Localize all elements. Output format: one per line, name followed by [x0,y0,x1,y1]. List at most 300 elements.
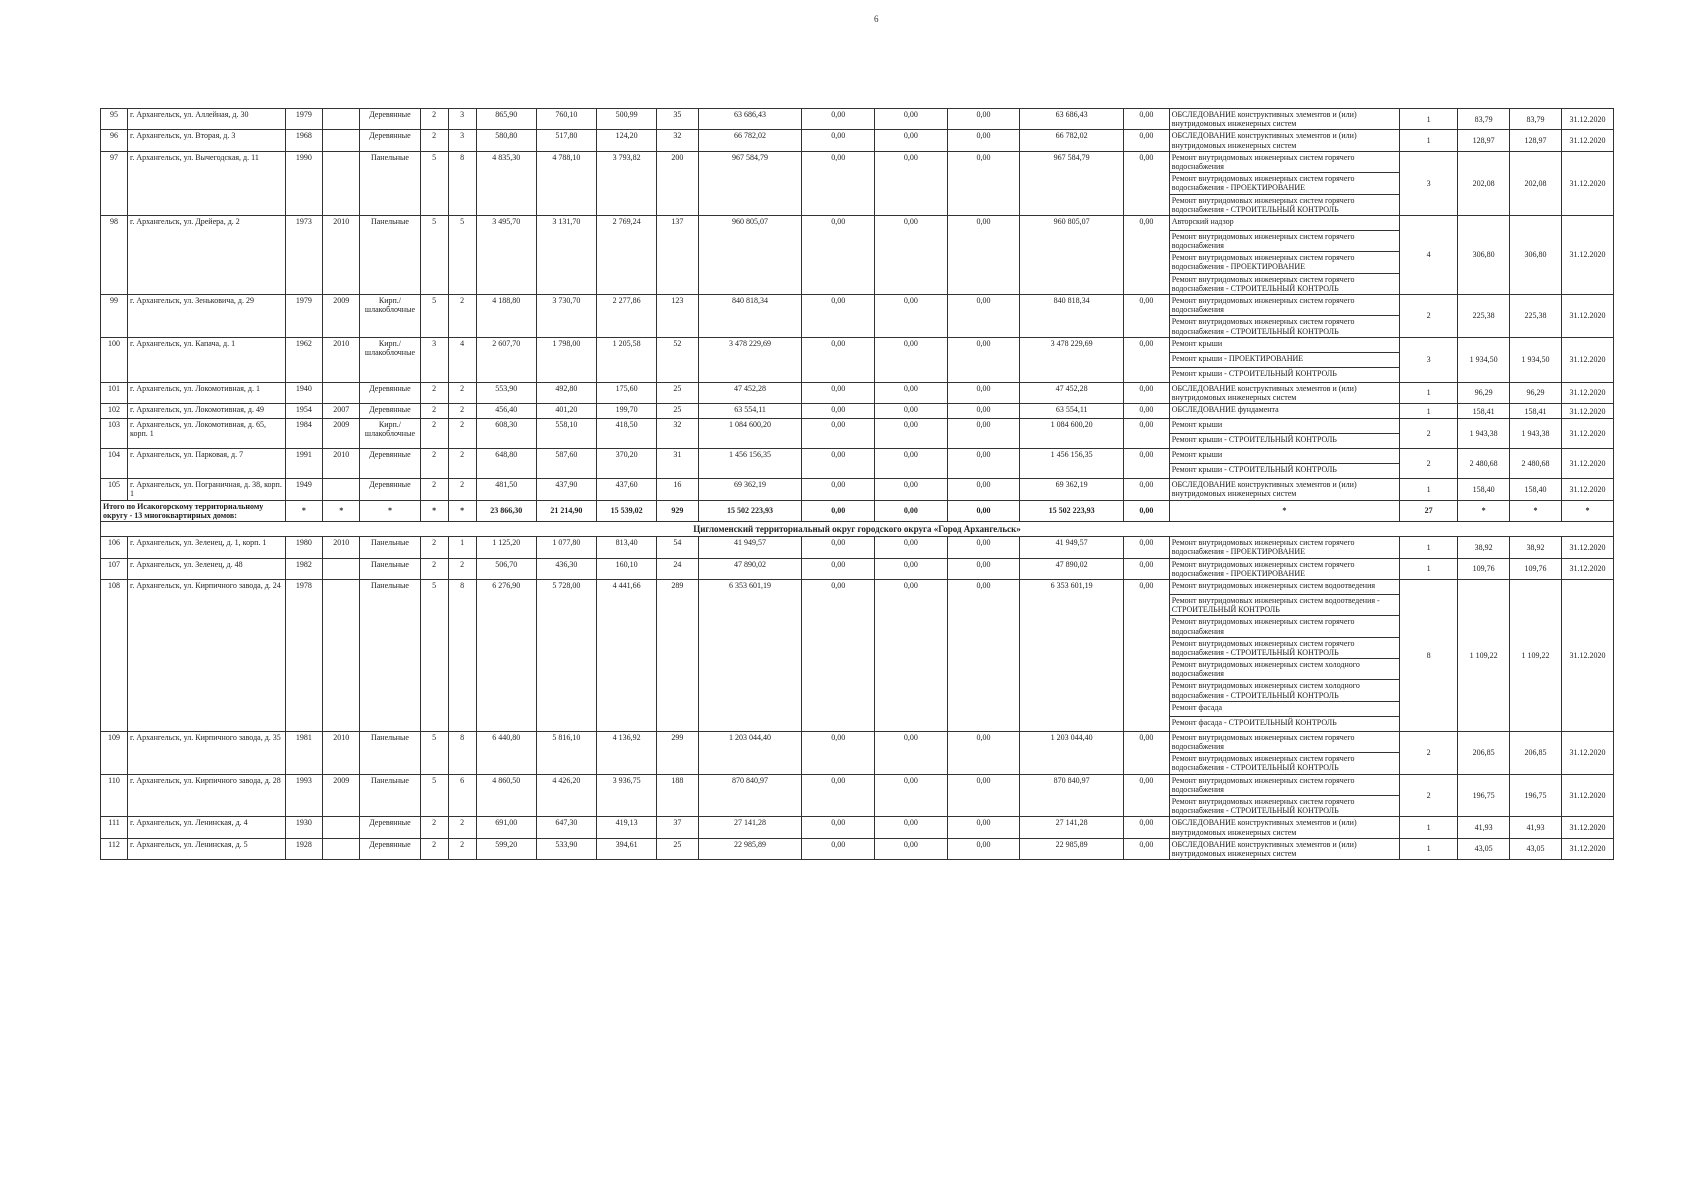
cell-works [1169,404,1399,419]
cell-c3: 0,00 [947,130,1020,151]
total-cost: 15 502 223,93 [698,500,802,521]
cell-area-res: 4 426,20 [536,774,596,817]
cell-wall: Панельные [360,537,420,558]
cell-qty: 2 [1400,419,1458,449]
cell-c3: 0,00 [947,419,1020,449]
cell-date: 31.12.2020 [1561,337,1613,382]
cell-unit2: 196,75 [1510,774,1562,817]
cell-address: г. Архангельск, ул. Ленинская, д. 4 [127,817,285,838]
cell-cost: 41 949,57 [698,537,802,558]
cell-floors: 2 [420,479,448,500]
section-title: Цигломенский территориальный округ городского округа «Город Архангельск» [101,521,1614,536]
cell-c3: 0,00 [947,774,1020,817]
cell-area-owned: 3 936,75 [596,774,656,817]
cell-floors: 2 [420,558,448,579]
cell-c3: 0,00 [947,382,1020,403]
cell-address: г. Архангельск, ул. Капача, д. 1 [127,337,285,382]
cell-area-owned: 419,13 [596,817,656,838]
total-qty: 27 [1400,500,1458,521]
cell-residents: 25 [657,404,699,419]
total-star: * [1510,500,1562,521]
cell-c2: 0,00 [875,731,948,774]
cell-num: 112 [101,838,128,859]
cell-floors: 2 [420,817,448,838]
cell-address: г. Архангельск, ул. Локомотивная, д. 49 [127,404,285,419]
cell-entrances: 2 [448,295,476,338]
cell-floors: 5 [420,151,448,215]
cell-area-owned: 394,61 [596,838,656,859]
cell-area-res: 558,10 [536,419,596,449]
cell-c2: 0,00 [875,537,948,558]
cell-c2: 0,00 [875,215,948,294]
cell-address: г. Архангельск, ул. Зеньковича, д. 29 [127,295,285,338]
cell-address: г. Архангельск, ул. Вычегодская, д. 11 [127,151,285,215]
cell-area-owned: 4 441,66 [596,579,656,731]
cell-num: 96 [101,130,128,151]
cell-num: 103 [101,419,128,449]
cell-c4: 41 949,57 [1020,537,1124,558]
work-item: Ремонт крыши - СТРОИТЕЛЬНЫЙ КОНТРОЛЬ [1171,465,1337,475]
cell-c1: 0,00 [802,449,875,479]
cell-address: г. Архангельск, ул. Аллейная, д. 30 [127,109,285,130]
cell-wall: Кирп./ шлакоблочные [360,337,420,382]
cell-c5: 0,00 [1124,295,1170,338]
cell-num: 105 [101,479,128,500]
cell-unit1: 1 934,50 [1458,337,1510,382]
cell-unit2: 158,40 [1510,479,1562,500]
cell-works [1169,109,1399,130]
cell-c5: 0,00 [1124,404,1170,419]
cell-qty: 2 [1400,731,1458,774]
cell-works [1169,419,1399,449]
total-area-total: 23 866,30 [476,500,536,521]
total-star: * [1458,500,1510,521]
work-item: Авторский надзор [1170,216,1399,231]
work-item: Ремонт внутридомовых инженерных систем горячего водоснабжения - СТРОИТЕЛЬНЫЙ КОНТРОЛЬ [1171,195,1355,214]
cell-wall: Кирп./ шлакоблочные [360,419,420,449]
cell-date: 31.12.2020 [1561,419,1613,449]
cell-address: г. Архангельск, ул. Локомотивная, д. 1 [127,382,285,403]
cell-c5: 0,00 [1124,449,1170,479]
cell-area-owned: 418,50 [596,419,656,449]
cell-c5: 0,00 [1124,817,1170,838]
work-item: ОБСЛЕДОВАНИЕ конструктивных элементов и (или) внутридомовых инженерных систем [1171,839,1357,858]
cell-date: 31.12.2020 [1561,537,1613,558]
cell-qty: 1 [1400,817,1458,838]
cell-area-owned: 160,10 [596,558,656,579]
cell-date: 31.12.2020 [1561,151,1613,215]
cell-unit1: 109,76 [1458,558,1510,579]
cell-c1: 0,00 [802,817,875,838]
cell-c5: 0,00 [1124,382,1170,403]
work-item: Ремонт внутридомовых инженерных систем горячего водоснабжения [1170,231,1399,252]
work-item: Ремонт крыши [1170,449,1399,464]
cell-residents: 31 [657,449,699,479]
cell-num: 101 [101,382,128,403]
cell-address: г. Архангельск, ул. Кирпичного завода, д. 24 [127,579,285,731]
cell-year-overhaul: 2010 [323,731,360,774]
cell-entrances: 4 [448,337,476,382]
cell-year-overhaul [323,579,360,731]
cell-floors: 5 [420,579,448,731]
cell-c2: 0,00 [875,579,948,731]
cell-cost: 1 084 600,20 [698,419,802,449]
cell-qty: 4 [1400,215,1458,294]
cell-c2: 0,00 [875,774,948,817]
cell-c5: 0,00 [1124,731,1170,774]
cell-year-built: 1930 [285,817,322,838]
cell-residents: 188 [657,774,699,817]
cell-unit2: 2 480,68 [1510,449,1562,479]
total-row [101,500,1614,521]
cell-c1: 0,00 [802,579,875,731]
cell-date: 31.12.2020 [1561,449,1613,479]
cell-date: 31.12.2020 [1561,817,1613,838]
cell-wall: Панельные [360,731,420,774]
cell-wall: Деревянные [360,479,420,500]
cell-c4: 22 985,89 [1020,838,1124,859]
cell-area-owned: 500,99 [596,109,656,130]
table-row [101,479,1614,500]
cell-unit2: 158,41 [1510,404,1562,419]
cell-qty: 1 [1400,130,1458,151]
cell-area-total: 599,20 [476,838,536,859]
work-item: ОБСЛЕДОВАНИЕ конструктивных элементов и (или) внутридомовых инженерных систем [1171,110,1357,129]
cell-year-built: 1980 [285,537,322,558]
cell-works [1169,731,1399,774]
cell-c3: 0,00 [947,579,1020,731]
cell-entrances: 6 [448,774,476,817]
work-item: Ремонт внутридомовых инженерных систем горячего водоснабжения [1170,775,1399,796]
work-item: Ремонт крыши - ПРОЕКТИРОВАНИЕ [1170,353,1399,368]
cell-unit1: 41,93 [1458,817,1510,838]
total-label: Итого по Исакогорскому территориальному округу - 13 многоквартирных домов: [101,500,286,521]
cell-entrances: 2 [448,449,476,479]
cell-c3: 0,00 [947,817,1020,838]
cell-unit1: 128,97 [1458,130,1510,151]
cell-num: 104 [101,449,128,479]
table-body-isakogorsky [101,109,1614,501]
cell-date: 31.12.2020 [1561,579,1613,731]
cell-wall: Панельные [360,151,420,215]
cell-area-res: 401,20 [536,404,596,419]
cell-c3: 0,00 [947,731,1020,774]
cell-unit1: 206,85 [1458,731,1510,774]
cell-c3: 0,00 [947,295,1020,338]
cell-c1: 0,00 [802,109,875,130]
table-total [101,500,1614,537]
cell-c5: 0,00 [1124,151,1170,215]
cell-area-owned: 175,60 [596,382,656,403]
cell-area-owned: 437,60 [596,479,656,500]
cell-date: 31.12.2020 [1561,215,1613,294]
cell-floors: 5 [420,731,448,774]
cell-area-total: 580,80 [476,130,536,151]
cell-qty: 1 [1400,109,1458,130]
cell-unit2: 96,29 [1510,382,1562,403]
cell-year-built: 1984 [285,419,322,449]
cell-unit1: 158,40 [1458,479,1510,500]
cell-c2: 0,00 [875,449,948,479]
table-row [101,295,1614,338]
cell-unit1: 38,92 [1458,537,1510,558]
cell-c5: 0,00 [1124,558,1170,579]
cell-floors: 2 [420,449,448,479]
cell-cost: 27 141,28 [698,817,802,838]
total-c4: 15 502 223,93 [1020,500,1124,521]
cell-year-built: 1978 [285,579,322,731]
cell-area-total: 506,70 [476,558,536,579]
cell-entrances: 8 [448,731,476,774]
cell-wall: Деревянные [360,838,420,859]
cell-num: 107 [101,558,128,579]
table-row [101,449,1614,479]
cell-year-overhaul [323,838,360,859]
cell-entrances: 3 [448,109,476,130]
work-item: Ремонт внутридомовых инженерных систем холодного водоснабжения - СТРОИТЕЛЬНЫЙ КОНТРОЛЬ [1170,680,1399,701]
cell-unit2: 202,08 [1510,151,1562,215]
cell-floors: 5 [420,215,448,294]
cell-c4: 27 141,28 [1020,817,1124,838]
cell-works [1169,537,1399,558]
cell-year-overhaul: 2010 [323,449,360,479]
work-item: ОБСЛЕДОВАНИЕ фундамента [1171,405,1279,415]
cell-residents: 289 [657,579,699,731]
work-item: Ремонт крыши [1170,419,1399,434]
work-item: ОБСЛЕДОВАНИЕ конструктивных элементов и (или) внутридомовых инженерных систем [1171,383,1357,402]
cell-c3: 0,00 [947,215,1020,294]
total-area-res: 21 214,90 [536,500,596,521]
cell-c1: 0,00 [802,419,875,449]
cell-c1: 0,00 [802,838,875,859]
cell-unit2: 43,05 [1510,838,1562,859]
cell-unit2: 83,79 [1510,109,1562,130]
cell-c1: 0,00 [802,558,875,579]
total-c3: 0,00 [947,500,1020,521]
cell-c4: 47 452,28 [1020,382,1124,403]
cell-address: г. Архангельск, ул. Ленинская, д. 5 [127,838,285,859]
cell-year-built: 1973 [285,215,322,294]
cell-cost: 3 478 229,69 [698,337,802,382]
cell-c5: 0,00 [1124,109,1170,130]
cell-unit2: 1 943,38 [1510,419,1562,449]
cell-works [1169,838,1399,859]
cell-area-total: 456,40 [476,404,536,419]
cell-entrances: 2 [448,558,476,579]
cell-year-overhaul: 2009 [323,295,360,338]
cell-c3: 0,00 [947,449,1020,479]
cell-c1: 0,00 [802,404,875,419]
cell-year-overhaul: 2009 [323,419,360,449]
cell-date: 31.12.2020 [1561,109,1613,130]
cell-area-total: 6 276,90 [476,579,536,731]
cell-c1: 0,00 [802,731,875,774]
cell-address: г. Архангельск, ул. Локомотивная, д. 65, корп. 1 [127,419,285,449]
cell-year-overhaul [323,558,360,579]
cell-works [1169,382,1399,403]
cell-num: 106 [101,537,128,558]
cell-unit2: 225,38 [1510,295,1562,338]
cell-c5: 0,00 [1124,419,1170,449]
cell-wall: Деревянные [360,382,420,403]
total-star: * [285,500,322,521]
cell-address: г. Архангельск, ул. Парковая, д. 7 [127,449,285,479]
cell-floors: 2 [420,382,448,403]
table-row [101,419,1614,449]
cell-c1: 0,00 [802,382,875,403]
cell-num: 102 [101,404,128,419]
table-row [101,537,1614,558]
cell-c1: 0,00 [802,215,875,294]
table-row [101,731,1614,774]
total-c5: 0,00 [1124,500,1170,521]
cell-address: г. Архангельск, ул. Кирпичного завода, д. 35 [127,731,285,774]
cell-c1: 0,00 [802,479,875,500]
cell-wall: Деревянные [360,404,420,419]
cell-date: 31.12.2020 [1561,479,1613,500]
cell-c5: 0,00 [1124,774,1170,817]
cell-num: 109 [101,731,128,774]
work-item: ОБСЛЕДОВАНИЕ конструктивных элементов и (или) внутридомовых инженерных систем [1171,131,1357,150]
total-residents: 929 [657,500,699,521]
work-item: Ремонт фасада [1170,702,1399,717]
cell-works [1169,337,1399,382]
cell-area-total: 4 860,50 [476,774,536,817]
cell-cost: 22 985,89 [698,838,802,859]
cell-c2: 0,00 [875,838,948,859]
cell-entrances: 2 [448,382,476,403]
cell-works [1169,151,1399,215]
cell-wall: Кирп./ шлакоблочные [360,295,420,338]
work-item: Ремонт крыши [1170,338,1399,353]
cell-area-total: 4 835,30 [476,151,536,215]
cell-c1: 0,00 [802,130,875,151]
cell-area-res: 517,80 [536,130,596,151]
cell-works [1169,295,1399,338]
total-c1: 0,00 [802,500,875,521]
cell-wall: Деревянные [360,130,420,151]
cell-unit1: 96,29 [1458,382,1510,403]
cell-floors: 2 [420,537,448,558]
work-item: Ремонт внутридомовых инженерных систем горячего водоснабжения - СТРОИТЕЛЬНЫЙ КОНТРОЛЬ [1171,317,1355,336]
cell-works [1169,558,1399,579]
cell-cost: 6 353 601,19 [698,579,802,731]
cell-date: 31.12.2020 [1561,130,1613,151]
cell-c1: 0,00 [802,774,875,817]
cell-address: г. Архангельск, ул. Зеленец, д. 48 [127,558,285,579]
cell-entrances: 2 [448,479,476,500]
cell-entrances: 1 [448,537,476,558]
cell-residents: 200 [657,151,699,215]
cell-unit2: 306,80 [1510,215,1562,294]
cell-address: г. Архангельск, ул. Дрейера, д. 2 [127,215,285,294]
cell-floors: 2 [420,419,448,449]
cell-qty: 2 [1400,774,1458,817]
cell-c5: 0,00 [1124,838,1170,859]
cell-c4: 63 554,11 [1020,404,1124,419]
cell-wall: Панельные [360,579,420,731]
work-item: Ремонт крыши - СТРОИТЕЛЬНЫЙ КОНТРОЛЬ [1171,435,1337,445]
cell-c5: 0,00 [1124,130,1170,151]
cell-works [1169,449,1399,479]
work-item: Ремонт внутридомовых инженерных систем холодного водоснабжения [1170,659,1399,680]
cell-c1: 0,00 [802,151,875,215]
cell-entrances: 2 [448,817,476,838]
cell-year-built: 1993 [285,774,322,817]
cell-cost: 47 890,02 [698,558,802,579]
work-item: Ремонт фасада - СТРОИТЕЛЬНЫЙ КОНТРОЛЬ [1171,717,1337,727]
cell-qty: 1 [1400,479,1458,500]
cell-area-res: 1 077,80 [536,537,596,558]
cell-year-built: 1949 [285,479,322,500]
cell-cost: 960 805,07 [698,215,802,294]
work-item: Ремонт крыши - СТРОИТЕЛЬНЫЙ КОНТРОЛЬ [1171,368,1337,378]
table-row [101,558,1614,579]
cell-area-owned: 199,70 [596,404,656,419]
cell-c4: 960 805,07 [1020,215,1124,294]
cell-c1: 0,00 [802,337,875,382]
cell-residents: 16 [657,479,699,500]
cell-c4: 870 840,97 [1020,774,1124,817]
cell-c3: 0,00 [947,109,1020,130]
cell-floors: 2 [420,130,448,151]
cell-address: г. Архангельск, ул. Зеленец, д. 1, корп. 1 [127,537,285,558]
cell-year-built: 1968 [285,130,322,151]
cell-unit1: 306,80 [1458,215,1510,294]
cell-entrances: 2 [448,419,476,449]
cell-year-overhaul [323,109,360,130]
cell-area-res: 492,80 [536,382,596,403]
cell-qty: 8 [1400,579,1458,731]
cell-c2: 0,00 [875,337,948,382]
cell-area-total: 648,80 [476,449,536,479]
work-item: ОБСЛЕДОВАНИЕ конструктивных элементов и (или) внутридомовых инженерных систем [1171,480,1357,499]
cell-c3: 0,00 [947,404,1020,419]
cell-date: 31.12.2020 [1561,838,1613,859]
cell-residents: 24 [657,558,699,579]
cell-qty: 2 [1400,449,1458,479]
table-row [101,337,1614,382]
cell-area-total: 6 440,80 [476,731,536,774]
cell-date: 31.12.2020 [1561,731,1613,774]
cell-unit1: 202,08 [1458,151,1510,215]
cell-year-overhaul [323,130,360,151]
cell-c3: 0,00 [947,479,1020,500]
cell-residents: 299 [657,731,699,774]
cell-works [1169,774,1399,817]
cell-qty: 2 [1400,295,1458,338]
total-star: * [1169,500,1399,521]
cell-qty: 3 [1400,151,1458,215]
cell-area-res: 1 798,00 [536,337,596,382]
cell-wall: Деревянные [360,449,420,479]
cell-works [1169,215,1399,294]
cell-c4: 967 584,79 [1020,151,1124,215]
work-item: Ремонт внутридомовых инженерных систем горячего водоснабжения - ПРОЕКТИРОВАНИЕ [1171,559,1355,578]
cell-cost: 840 818,34 [698,295,802,338]
cell-area-total: 481,50 [476,479,536,500]
cell-c5: 0,00 [1124,337,1170,382]
cell-year-overhaul: 2007 [323,404,360,419]
cell-c4: 69 362,19 [1020,479,1124,500]
cell-c2: 0,00 [875,558,948,579]
cell-year-overhaul: 2010 [323,537,360,558]
cell-works [1169,579,1399,731]
cell-num: 99 [101,295,128,338]
cell-cost: 47 452,28 [698,382,802,403]
cell-area-total: 4 188,80 [476,295,536,338]
cell-unit1: 43,05 [1458,838,1510,859]
